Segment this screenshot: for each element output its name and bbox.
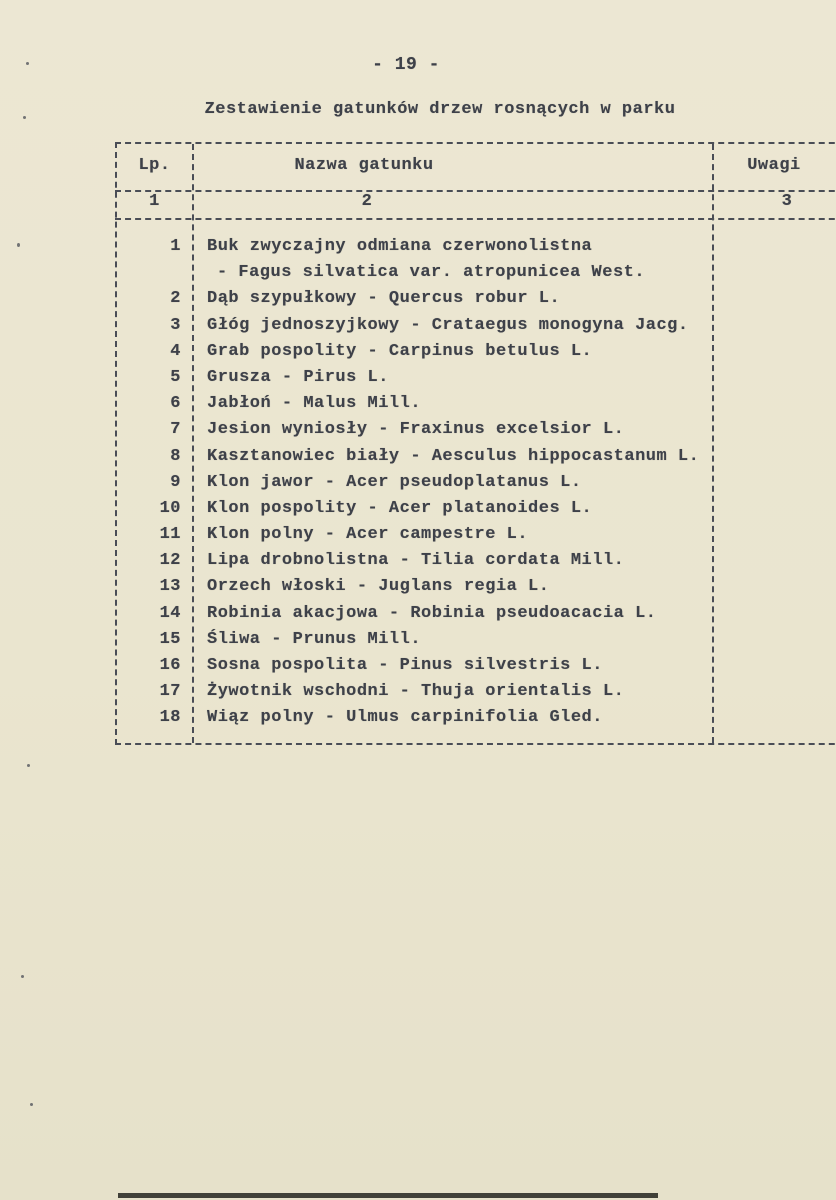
row-number: 10 — [159, 498, 181, 518]
table-row-line — [117, 444, 836, 470]
species-entry: Buk zwyczajny odmiana czerwonolistna — [207, 237, 593, 256]
species-entry: Klon pospolity - Acer platanoides L. — [207, 498, 593, 518]
column-number-1: 1 — [149, 192, 160, 211]
scan-speck — [23, 116, 26, 119]
species-entry: Grusza - Pirus L. — [207, 367, 389, 387]
species-table — [115, 142, 836, 745]
row-number: 7 — [170, 420, 181, 440]
species-entry: Orzech włoski - Juglans regia L. — [207, 577, 550, 597]
row-number: 9 — [170, 472, 181, 492]
page-number: - 19 - — [372, 55, 440, 75]
table-row-line — [117, 234, 836, 260]
species-entry: Klon polny - Acer campestre L. — [207, 525, 529, 545]
table-row-line — [117, 679, 836, 705]
colnum-separator-line — [115, 218, 836, 220]
row-number: 5 — [170, 367, 181, 387]
column-number-3: 3 — [781, 192, 793, 211]
row-number: 4 — [170, 341, 181, 361]
row-number: 12 — [159, 551, 181, 571]
table-row-line — [117, 286, 836, 312]
species-entry: Kasztanowiec biały - Aesculus hippocastanum L. — [207, 446, 700, 466]
scan-edge-artifact — [118, 1193, 658, 1198]
table-row-line — [117, 548, 836, 574]
row-number: 8 — [170, 446, 181, 466]
species-entry: Jesion wyniosły - Fraxinus excelsior L. — [207, 420, 625, 440]
table-row-line — [117, 313, 836, 339]
species-entry: Śliwa - Prunus Mill. — [207, 629, 422, 649]
table-row-line — [117, 653, 836, 679]
species-entry: Robinia akacjowa - Robinia pseudoacacia L. — [207, 603, 657, 623]
row-number: 15 — [159, 629, 181, 649]
species-entry: Lipa drobnolistna - Tilia cordata Mill. — [207, 551, 625, 571]
table-row-line — [117, 417, 836, 443]
row-number: 16 — [159, 656, 181, 675]
table-body — [117, 234, 836, 732]
header-name: Nazwa gatunku — [294, 156, 434, 175]
scan-speck — [27, 764, 30, 767]
row-number: 11 — [159, 525, 181, 545]
table-row-line — [117, 601, 836, 627]
species-entry: Głóg jednoszyjkowy - Crataegus monogyna Jacg. — [207, 315, 689, 335]
species-entry: Żywotnik wschodni - Thuja orientalis L. — [207, 682, 625, 702]
header-lp: Lp. — [138, 156, 171, 175]
table-row-line — [117, 365, 836, 391]
header-uwagi: Uwagi — [747, 156, 801, 175]
table-row-line — [117, 705, 836, 731]
row-number: 14 — [159, 603, 181, 623]
row-number — [117, 260, 192, 286]
scan-speck — [30, 1103, 33, 1106]
table-row-line — [117, 496, 836, 522]
row-number: 6 — [170, 394, 181, 414]
species-entry: - Fagus silvatica var. atropunicea West. — [217, 263, 646, 283]
row-number: 2 — [170, 289, 181, 309]
column-number-2: 2 — [361, 192, 373, 211]
species-entry: Jabłoń - Malus Mill. — [207, 394, 422, 414]
table-row-line — [117, 391, 836, 417]
species-entry: Dąb szypułkowy - Quercus robur L. — [207, 289, 561, 309]
table-row-line — [117, 522, 836, 548]
scan-speck — [26, 62, 29, 65]
scan-speck — [21, 975, 24, 978]
scan-speck — [17, 243, 20, 247]
row-number: 17 — [159, 682, 181, 702]
table-row-line — [117, 574, 836, 600]
table-row-line — [117, 260, 836, 286]
species-entry: Wiąz polny - Ulmus carpinifolia Gled. — [207, 708, 603, 728]
row-number: 13 — [159, 577, 181, 597]
row-number: 3 — [170, 315, 181, 335]
row-number: 1 — [170, 237, 181, 256]
species-entry: Grab pospolity - Carpinus betulus L. — [207, 341, 593, 361]
table-row-line — [117, 339, 836, 365]
species-entry: Klon jawor - Acer pseudoplatanus L. — [207, 472, 582, 492]
species-entry: Sosna pospolita - Pinus silvestris L. — [207, 656, 603, 675]
table-row-line — [117, 627, 836, 653]
page-title: Zestawienie gatunków drzew rosnących w parku — [204, 100, 676, 119]
table-row-line — [117, 470, 836, 496]
row-number: 18 — [159, 708, 181, 728]
